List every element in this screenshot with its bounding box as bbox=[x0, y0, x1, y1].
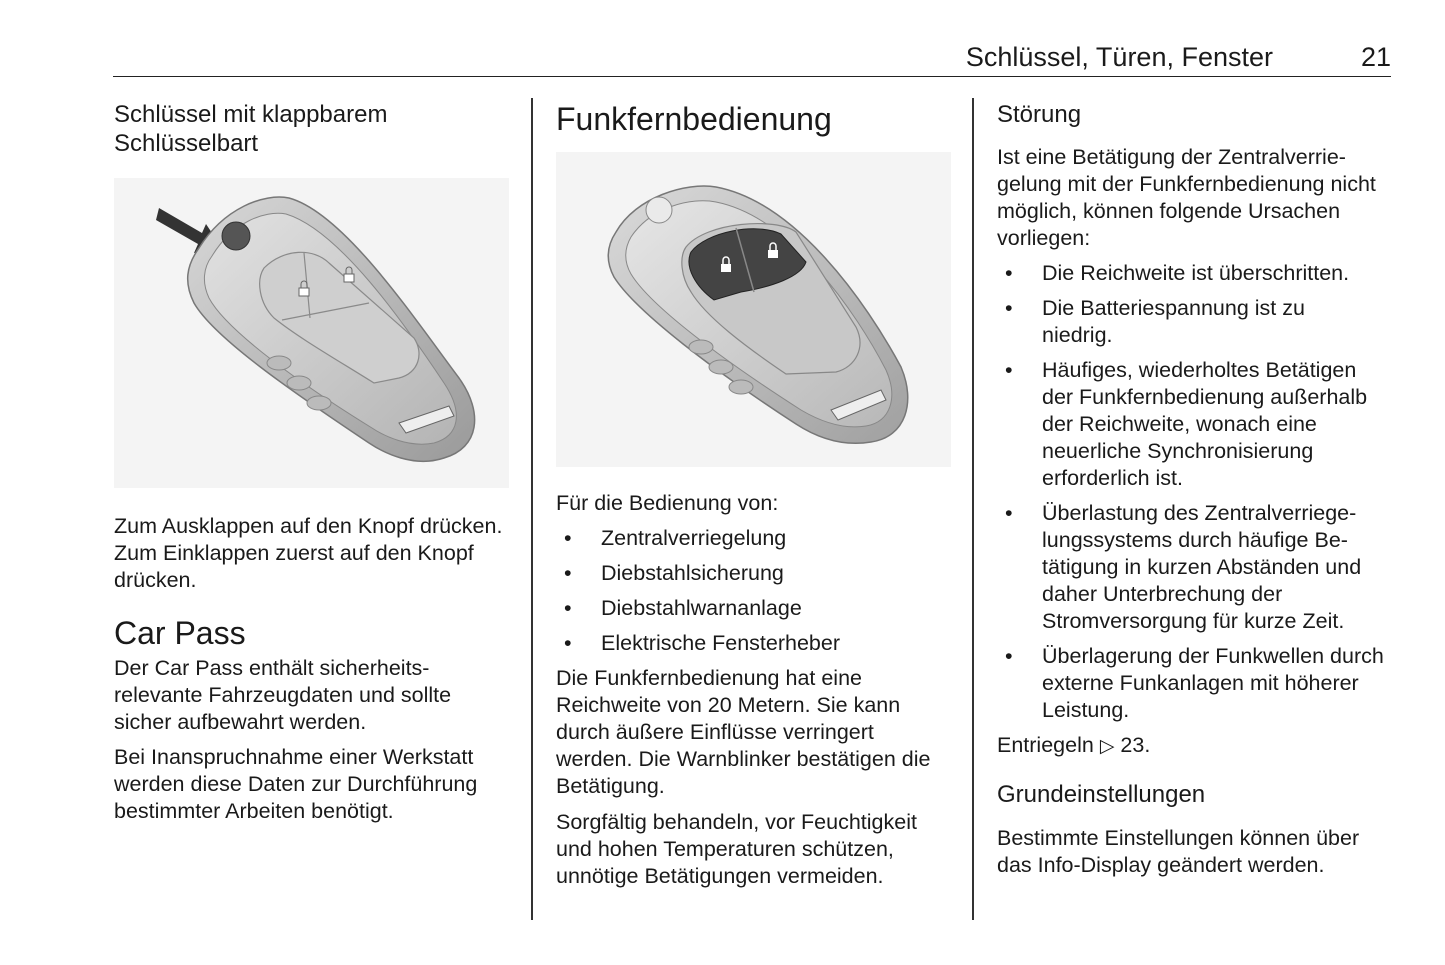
list-item: • Zentralverriegelung bbox=[564, 526, 787, 550]
fold-instructions: Zum Ausklappen auf den Knopf drücken. Zum Einklappen zuerst auf den Knopf drücken. bbox=[114, 514, 503, 592]
cause-list bbox=[997, 260, 1397, 724]
function-list bbox=[556, 525, 956, 657]
page-number: 21 bbox=[1360, 42, 1391, 72]
page-reference-icon: ▷ bbox=[1099, 736, 1115, 757]
list-item: • Elektrische Fensterheber bbox=[564, 631, 840, 655]
usage-intro: Für die Bedienung von: bbox=[556, 491, 779, 515]
malfunction-heading: Störung bbox=[997, 101, 1082, 128]
car-pass-heading: Car Pass bbox=[114, 615, 246, 651]
settings-paragraph: Bestimmte Einstellungen können über das Info-Display geändert werden. bbox=[997, 826, 1360, 877]
key-illustration-folding bbox=[114, 178, 509, 488]
section-heading: Schlüssel mit klappbarem Schlüsselbart bbox=[114, 101, 388, 157]
column-middle bbox=[556, 100, 956, 890]
list-item: • Überlagerung der Funkwellen durch externe Funkanlagen mit höherer Leistung. bbox=[1005, 644, 1384, 722]
malfunction-intro: Ist eine Betätigung der Zentralverriegelung mit der Funkfernbedienung nicht möglich, können folgende Ursachen vorliegen: bbox=[997, 145, 1376, 250]
range-paragraph: Die Funkfernbedienung hat eine Reichweite von 20 Metern. Sie kann durch äußere Einflüsse verringert werden. Die Warnblinker bestätigen die Betätigung. bbox=[556, 666, 931, 798]
bullet-icon: • bbox=[564, 561, 572, 585]
list-item: • Diebstahlwarnanlage bbox=[564, 596, 802, 620]
list-item: • Häufiges, wiederholtes Betätigen der Funkfernbedienung außerhalb der Reichweite, wonach eine neuerliche Synchronisierung erforderlich ist. bbox=[1005, 358, 1368, 490]
car-pass-paragraph-1: Der Car Pass enthält sicherheitsrelevante Fahrzeugdaten und sollte sicher aufbewahrt werden. bbox=[114, 656, 452, 734]
column-right bbox=[997, 100, 1397, 879]
remote-control-heading: Funkfernbedienung bbox=[556, 101, 832, 137]
bullet-icon: • bbox=[1005, 261, 1013, 285]
car-pass-paragraph-2: Bei Inanspruchnahme einer Werkstatt werden diese Daten zur Durchführung bestimmter Arbeiten benötigt. bbox=[114, 745, 478, 823]
list-item: • Die Batteriespannung ist zu niedrig. bbox=[1005, 296, 1305, 347]
settings-heading: Grundeinstellungen bbox=[997, 781, 1206, 808]
key-fob-illustration bbox=[114, 178, 509, 488]
bullet-icon: • bbox=[564, 631, 572, 655]
unlock-reference: Entriegeln ▷ 23. bbox=[997, 733, 1151, 757]
bullet-icon: • bbox=[1005, 644, 1013, 668]
remote-key-illustration bbox=[556, 152, 951, 467]
section-title: Schlüssel, Türen, Fenster bbox=[965, 42, 1273, 72]
column-divider bbox=[972, 98, 974, 920]
bullet-icon: • bbox=[564, 596, 572, 620]
column-divider bbox=[531, 98, 533, 920]
bullet-icon: • bbox=[564, 526, 572, 550]
bullet-icon: • bbox=[1005, 296, 1013, 320]
column-left bbox=[114, 100, 514, 825]
care-paragraph: Sorgfältig behandeln, vor Feuchtigkeit und hohen Temperaturen schützen, unnötige Betätigungen vermeiden. bbox=[556, 810, 917, 888]
bullet-icon: • bbox=[1005, 358, 1013, 382]
page-reference-link[interactable]: 23. bbox=[1120, 733, 1151, 757]
list-item: • Die Reichweite ist überschritten. bbox=[1005, 261, 1350, 285]
key-illustration-remote bbox=[556, 152, 951, 467]
page-header bbox=[113, 38, 1391, 77]
bullet-icon: • bbox=[1005, 501, 1013, 525]
list-item: • Diebstahlsicherung bbox=[564, 561, 784, 585]
list-item: • Überlastung des Zentralverriegelungssystems durch häufige Betätigung in kurzen Abständen und daher Unterbrechung der Stromversorgung für kurze Zeit. bbox=[1005, 501, 1362, 633]
